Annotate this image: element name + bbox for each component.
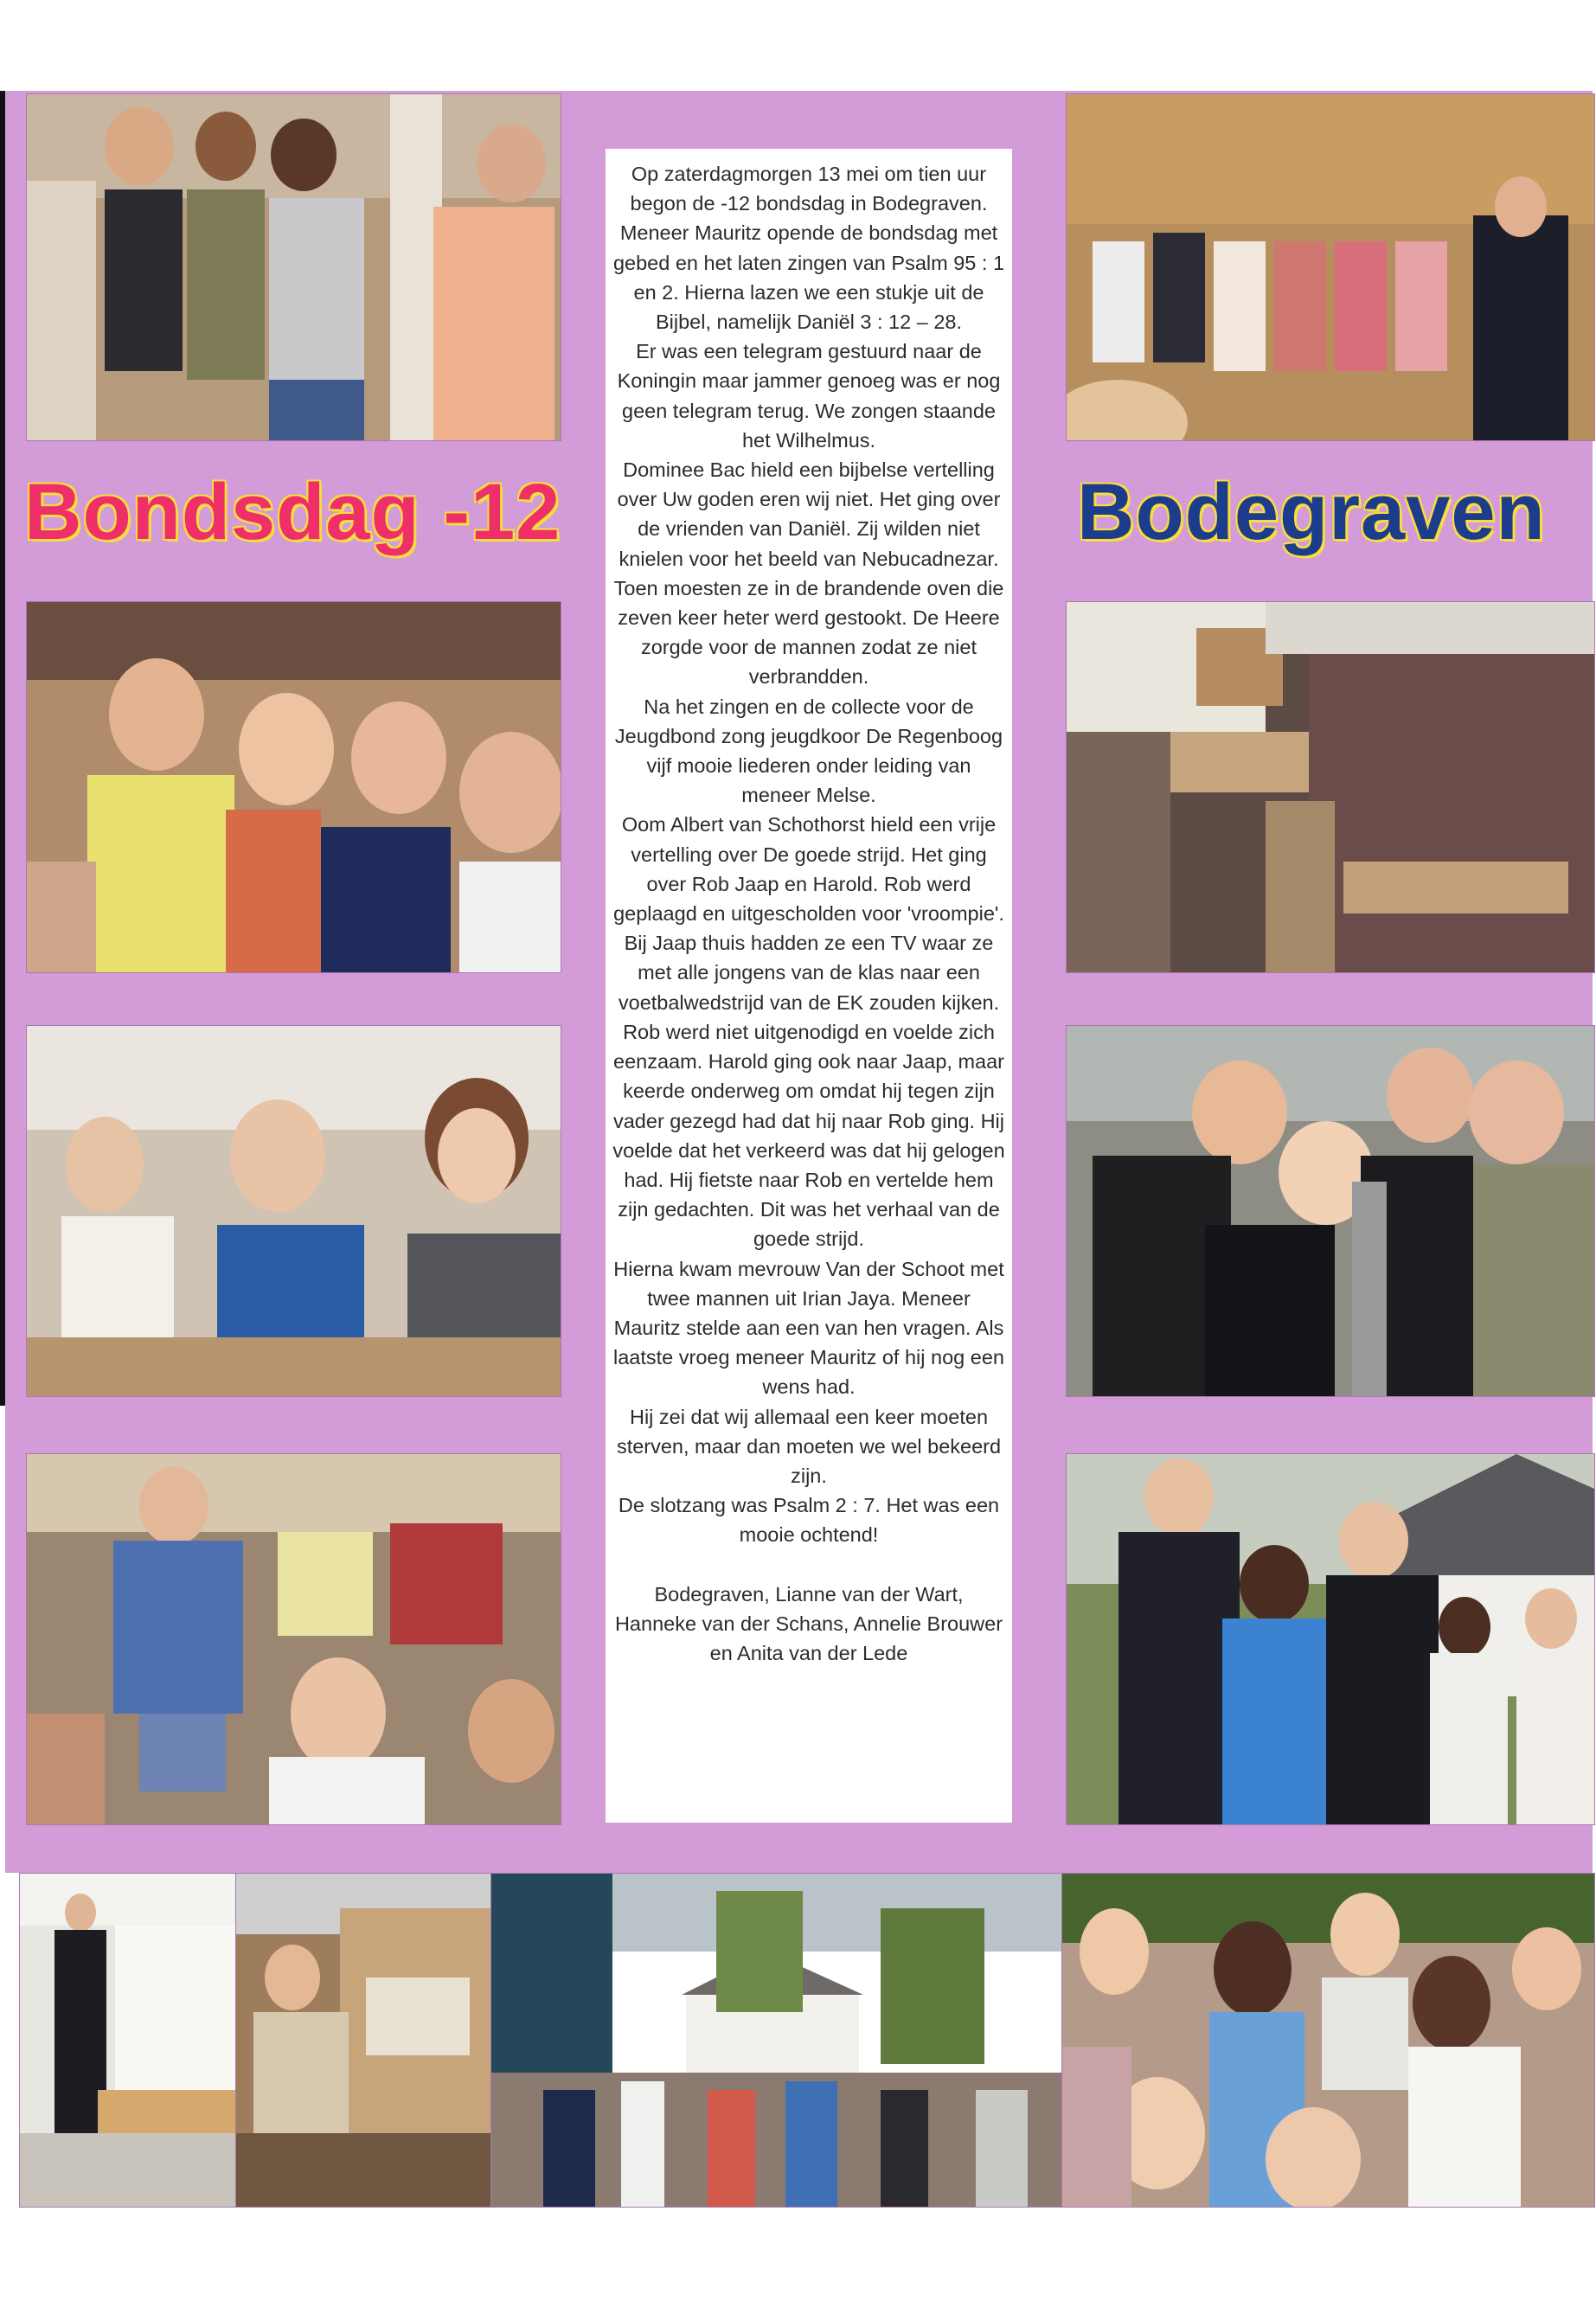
photo-boys-talking-outside — [1066, 1025, 1595, 1397]
photo-church-audience — [1066, 601, 1595, 973]
article-paragraph: Hij zei dat wij allemaal een keer moeten sterven, maar dan moeten we wel bekeerd zijn. — [616, 1405, 1002, 1487]
article-credits: Bodegraven, Lianne van der Wart, Hanneke van der Schans, Annelie Brouwer en Anita van der Lede — [614, 1582, 1003, 1664]
article-paragraph: Na het zingen en de collecte voor de Jeugdbond zong jeugdkoor De Regenboog vijf mooie liederen onder leiding van meneer Melse. — [614, 695, 1003, 807]
photo-group-with-visitors — [1061, 1873, 1595, 2208]
article-paragraph: Er was een telegram gestuurd naar de Koningin maar jammer genoeg was er nog geen telegram terug. We zongen staande het Wilhelmus. — [617, 340, 1001, 452]
photo-bus-and-crowd — [490, 1873, 1063, 2208]
photo-children-holding-booklets — [26, 93, 561, 441]
article-panel — [606, 149, 1012, 1823]
photo-speaker-in-hall — [19, 1873, 237, 2208]
headline-right: Bodegraven — [1077, 468, 1546, 556]
photo-girls-singing — [26, 601, 561, 973]
article-paragraph: Op zaterdagmorgen 13 mei om tien uur begon de -12 bondsdag in Bodegraven. Meneer Mauritz opende de bondsdag met gebed en het laten zingen van Psalm 95 : 1 en 2. Hierna lazen we een stukje uit de Bijbel, namelijk Daniël 3 : 12 – 28. — [612, 163, 1005, 334]
photo-organ-player — [235, 1873, 492, 2208]
photo-girls-in-pews — [26, 1025, 561, 1397]
photo-choir-performing — [1066, 93, 1595, 441]
headline-left: Bondsdag -12 — [24, 468, 561, 556]
photo-boy-in-aisle — [26, 1453, 561, 1825]
article-paragraph: Oom Albert van Schothorst hield een vrije vertelling over De goede strijd. Het ging over Rob Jaap en Harold. Rob werd geplaagd en uitgescholden voor 'vroompie'. Bij Jaap thuis hadden ze een TV waar ze met alle jongens van de klas naar een voetbalwedstrijd van de EK zouden kijken. Rob werd niet uitgenodigd en voelde zich eenzaam. Harold ging ook naar Jaap, maar keerde onderweg om omdat hij tegen zijn vader gezegd had dat hij naar Rob ging. Hij voelde dat het verkeerd was dat hij gelogen had. Hij fietste naar Rob en vertelde hem zijn gedachten. Dit was het verhaal van de goede strijd. — [612, 813, 1005, 1251]
article-paragraph: Hierna kwam mevrouw Van der Schoot met twee mannen uit Irian Jaya. Meneer Mauritz stelde aan een van hen vragen. Als laatste vroeg meneer Mauritz of hij nog een wens had. — [613, 1257, 1004, 1399]
article-body — [612, 159, 1005, 1668]
photo-visitors-from-irian-jaya — [1066, 1453, 1595, 1825]
article-paragraph: De slotzang was Psalm 2 : 7. Het was een mooie ochtend! — [618, 1494, 1000, 1547]
article-paragraph: Dominee Bac hield een bijbelse vertelling over Uw goden eren wij niet. Het ging over de vrienden van Daniël. Zij wilden niet knielen voor het beeld van Nebucadnezar. Toen moesten ze in de brandende oven die zeven keer heter werd gestookt. De Heere zorgde voor de mannen zodat ze niet verbrandden. — [613, 458, 1004, 689]
